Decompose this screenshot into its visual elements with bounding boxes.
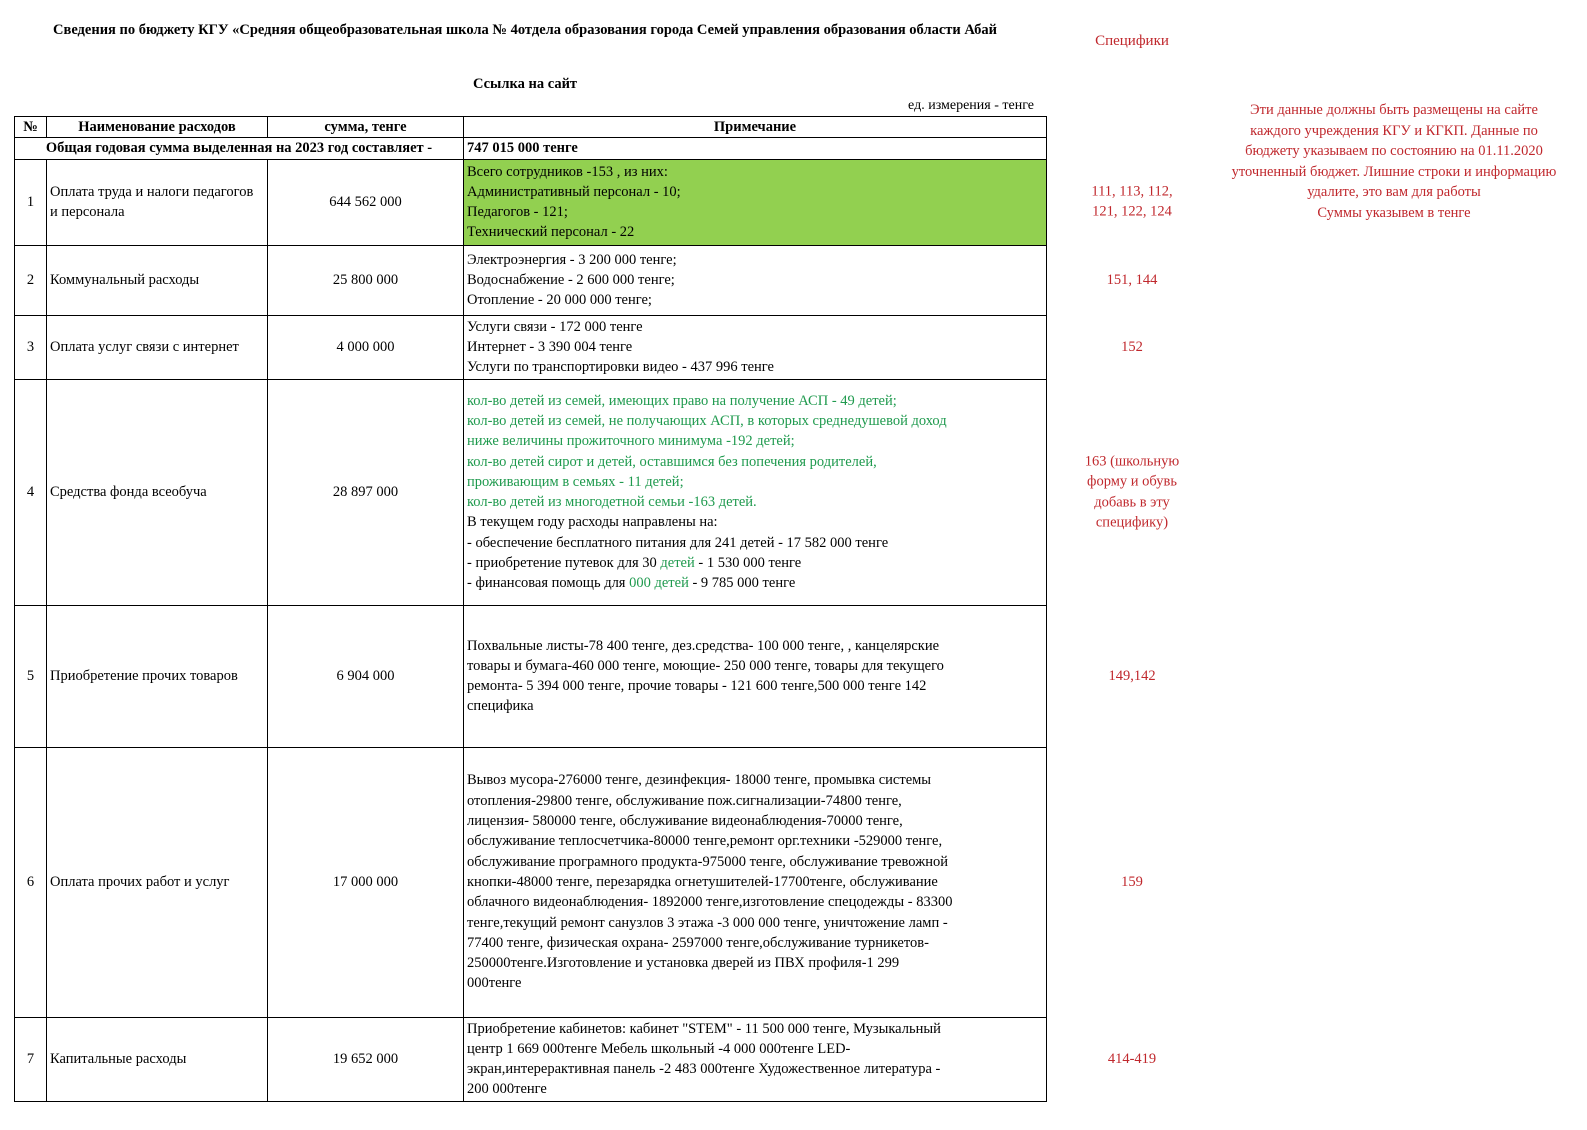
unit-label: ед. измерения - тенге (908, 98, 1034, 113)
expense-note (464, 747, 1047, 1017)
note-line: экран,интерерактивная панель -2 483 000тенге Художественное литература - (467, 1061, 941, 1078)
note-line: - обеспечение бесплатного питания для 241 детей - 17 582 000 тенге (467, 534, 889, 551)
note-line: тенге,текущий ремонт санузлов 3 этажа -3 000 000 тенге, уничтожение ламп - (467, 914, 948, 931)
expense-note (464, 1017, 1047, 1101)
expense-note (464, 245, 1047, 315)
note-line: обслуживание теплосчетчика-80000 тенге,ремонт орг.техники -529000 тенге, (467, 833, 943, 850)
column-header-sum: сумма, тенге (268, 117, 464, 138)
total-value: 747 015 000 тенге (464, 138, 1047, 159)
document-title: Сведения по бюджету КГУ «Средняя общеобразовательная школа № 4отдела образования города Семей управления образования области Абай (53, 22, 997, 38)
budget-table (14, 116, 1047, 1102)
expense-sum: 19 652 000 (268, 1017, 464, 1101)
note-line: кнопки-48000 тенге, перезарядка огнетушителей-17700тенге, обслуживание (467, 873, 938, 890)
expense-note (464, 159, 1047, 245)
note-line: 200 000тенге (467, 1081, 547, 1098)
expense-note (464, 315, 1047, 379)
note-line: Похвальные листы-78 400 тенге, дез.средства- 100 000 тенге, , канцелярские (467, 637, 940, 654)
row-number: 3 (15, 315, 47, 379)
note-line: кол-во детей из многодетной семьи -163 детей. (467, 494, 757, 511)
specifics-code: 111, 113, 112, 121, 122, 124 (1091, 183, 1173, 221)
expense-note (464, 605, 1047, 747)
note-line: кол-во детей сирот и детей, оставшимся без попечения родителей, (467, 453, 877, 470)
note-line: Административный персонал - 10; (467, 183, 681, 200)
note-line: лицензия- 580000 тенге, обслуживание видеонаблюдения-70000 тенге, (467, 813, 903, 830)
specifics-code: 149,142 (1108, 667, 1156, 684)
table-row (15, 605, 1047, 747)
note-line: ниже величины прожиточного минимума -192 детей; (467, 433, 795, 450)
expense-name: Оплата услуг связи с интернет (47, 315, 268, 379)
note-line: специфика (467, 698, 534, 715)
note-line: проживающим в семьях - 11 детей; (467, 473, 684, 490)
note-line: кол-во детей из семей, не получающих АСП, в которых среднедушевой доход (467, 412, 947, 429)
expense-sum: 6 904 000 (268, 605, 464, 747)
row-number: 1 (15, 159, 47, 245)
specifics-code: 151, 144 (1106, 271, 1158, 288)
expense-sum: 28 897 000 (268, 379, 464, 605)
expense-name: Капитальные расходы (47, 1017, 268, 1101)
note-text-green: детей (660, 554, 695, 571)
note-line: облачного видеонаблюдения- 1892000 тенге,изготовление спецодежды - 83300 (467, 894, 953, 911)
expense-sum: 4 000 000 (268, 315, 464, 379)
expense-name: Оплата труда и налоги педагогов и персонала (47, 159, 268, 245)
note-line: 000тенге (467, 975, 522, 992)
note-text: - финансовая помощь для (467, 575, 630, 592)
note-line: отопления-29800 тенге, обслуживание пож.сигнализации-74800 тенге, (467, 792, 902, 809)
table-row (15, 159, 1047, 245)
site-link-label: Ссылка на сайт (472, 76, 578, 92)
total-row (15, 138, 1047, 159)
instruction-line: Эти данные должны быть размещены на сайте (1250, 102, 1538, 118)
note-line: Приобретение кабинетов: кабинет "STEM" - 11 500 000 тенге, Музыкальный (467, 1020, 941, 1037)
note-line: Педагогов - 121; (467, 204, 568, 221)
row-number: 4 (15, 379, 47, 605)
note-line: кол-во детей из семей, имеющих право на получение АСП - 49 детей; (467, 392, 897, 409)
table-row (15, 245, 1047, 315)
note-line: В текущем году расходы направлены на: (467, 514, 718, 531)
expense-name: Приобретение прочих товаров (47, 605, 268, 747)
note-line: товары и бумага-460 000 тенге, моющие- 250 000 тенге, товары для текущего (467, 657, 944, 674)
column-header-note: Примечание (464, 117, 1047, 138)
specifics-code: 414-419 (1107, 1050, 1157, 1067)
row-number: 2 (15, 245, 47, 315)
row-number: 5 (15, 605, 47, 747)
table-row (15, 315, 1047, 379)
note-text: - 1 530 000 тенге (694, 554, 802, 571)
specifics-code: 163 (школьную форму и обувь добавь в эту специфику) (1084, 453, 1180, 531)
specifics-code: 159 (1121, 873, 1143, 890)
note-line: Водоснабжение - 2 600 000 тенге; (467, 271, 675, 288)
note-line (467, 573, 1043, 593)
expense-sum: 17 000 000 (268, 747, 464, 1017)
expense-note (464, 379, 1047, 605)
expense-sum: 644 562 000 (268, 159, 464, 245)
expense-name: Коммунальный расходы (47, 245, 268, 315)
column-header-name: Наименование расходов (47, 117, 268, 138)
table-row (15, 1017, 1047, 1101)
total-label: Общая годовая сумма выделенная на 2023 год составляет - (15, 138, 464, 159)
note-line (467, 553, 1043, 573)
note-line: Отопление - 20 000 000 тенге; (467, 292, 652, 309)
note-line: 250000тенге.Изготовление и установка дверей из ПВХ профиля-1 299 (467, 955, 900, 972)
instruction-line: удалите, это вам для работы (1307, 184, 1481, 200)
note-line: Услуги связи - 172 000 тенге (467, 318, 643, 335)
note-line: Услуги по транспортировки видео - 437 996 тенге (467, 359, 774, 376)
note-line: Вывоз мусора-276000 тенге, дезинфекция- 18000 тенге, промывка системы (467, 772, 932, 789)
note-text-green: 000 детей (629, 575, 689, 592)
instruction-line: уточненный бюджет. Лишние строки и информацию (1231, 163, 1557, 180)
row-number: 6 (15, 747, 47, 1017)
instruction-line: Суммы указывем в тенге (1317, 204, 1471, 221)
specifics-code: 152 (1121, 338, 1143, 355)
note-line: Электроэнергия - 3 200 000 тенге; (467, 251, 677, 268)
instruction-line: бюджету указываем по состоянию на 01.11.2020 (1245, 143, 1543, 159)
expense-name: Средства фонда всеобуча (47, 379, 268, 605)
note-line: ремонта- 5 394 000 тенге, прочие товары - 121 600 тенге,500 000 тенге 142 (467, 678, 927, 695)
column-header-number: № (15, 117, 47, 138)
table-header-row (15, 117, 1047, 138)
note-line: центр 1 669 000тенге Мебель школьный -4 000 000тенге LED- (467, 1040, 851, 1057)
instruction-note (1208, 100, 1580, 223)
note-line: Всего сотрудников -153 , из них: (467, 163, 668, 180)
table-row (15, 379, 1047, 605)
note-text: - 9 785 000 тенге (688, 575, 796, 592)
note-line: Интернет - 3 390 004 тенге (467, 338, 633, 355)
expense-sum: 25 800 000 (268, 245, 464, 315)
note-text: - приобретение путевок для 30 (467, 554, 661, 571)
table-row (15, 747, 1047, 1017)
note-line: Технический персонал - 22 (467, 224, 635, 241)
instruction-line: каждого учреждения КГУ и КГКП. Данные по (1250, 122, 1538, 139)
row-number: 7 (15, 1017, 47, 1101)
expense-name: Оплата прочих работ и услуг (47, 747, 268, 1017)
note-line: 77400 тенге, физическая охрана- 2597000 тенге,обслуживание турникетов- (467, 934, 929, 951)
specifics-header: Специфики (1095, 33, 1169, 49)
note-line: обслуживание програмного продукта-975000 тенге, обслуживание тревожной (467, 853, 948, 870)
